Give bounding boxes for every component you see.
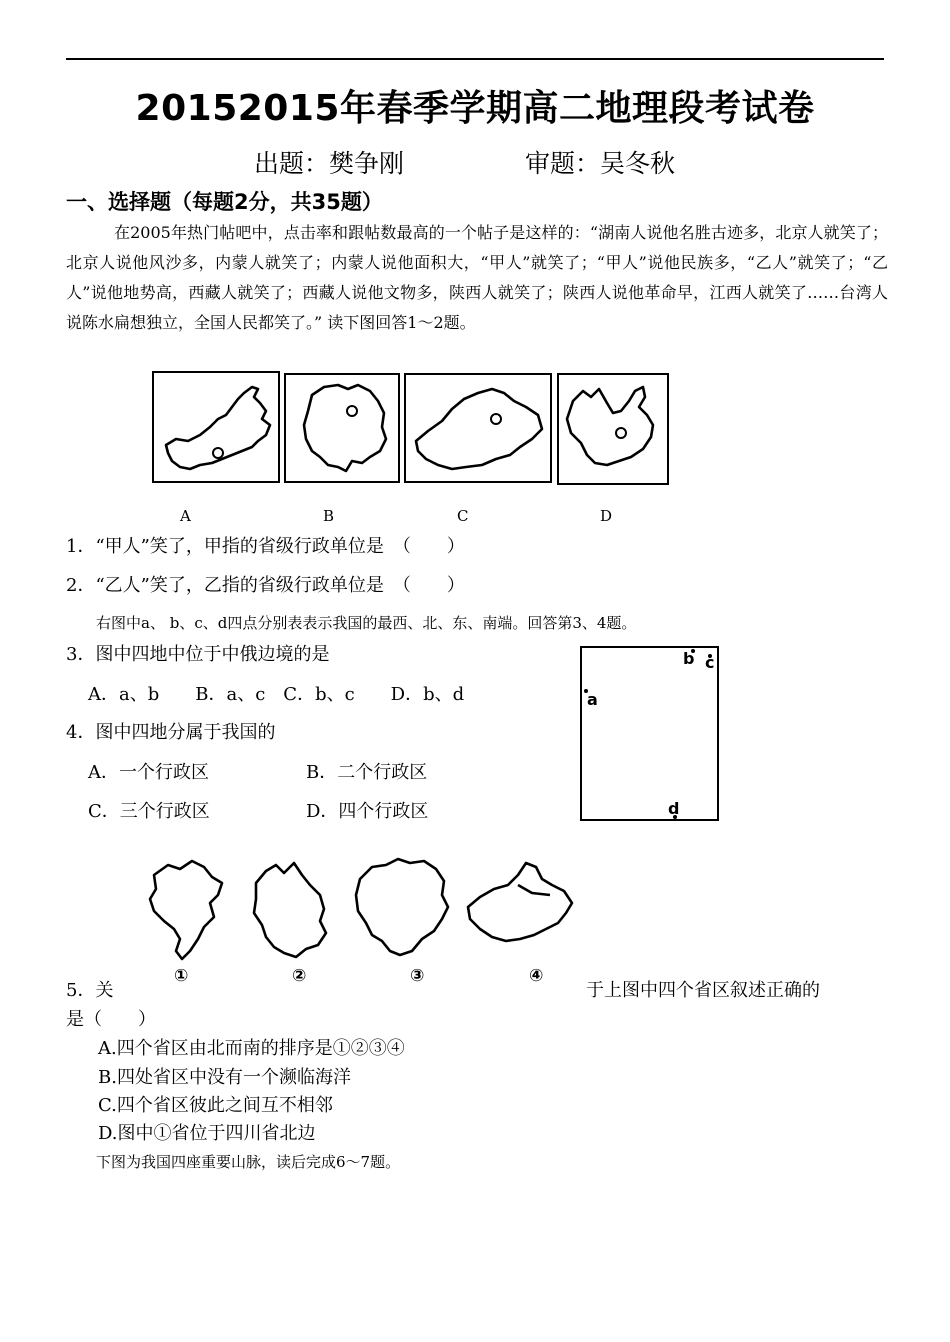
note-questions-3-4: 右图中a、 b、c、d四点分别表表示我国的最西、北、东、南端。回答第3、4题。 (96, 614, 637, 632)
point-c-label: c (705, 653, 715, 672)
page-title: 20152015年春季学期高二地理段考试卷 (135, 88, 815, 129)
province-outline-c (406, 375, 550, 481)
question-3: 3．图中四地中位于中俄边境的是 (66, 644, 330, 665)
header-rule (66, 58, 884, 60)
question-5-cont: 是（ ） (66, 1009, 156, 1030)
extreme-points-frame (579, 645, 721, 823)
province-map-4 (462, 855, 580, 967)
question-3-options: A．a、b B．a、c C．b、c D．b、d (88, 684, 465, 705)
map-d (557, 373, 669, 485)
province-label-1: ① (174, 966, 189, 986)
map-label-a: A (180, 507, 191, 525)
map-c (404, 373, 552, 483)
question-4-option-a: A．一个行政区 (88, 762, 209, 783)
map-label-c: C (457, 507, 469, 525)
reviewer-line: 审题：吴冬秋 (525, 149, 676, 178)
note-questions-6-7: 下图为我国四座重要山脉，读后完成6～7题。 (96, 1153, 401, 1171)
question-2: 2．“乙人”笑了，乙指的省级行政单位是 （ ） (66, 575, 465, 596)
question-5-option-a: A.四个省区由北而南的排序是①②③④ (98, 1038, 405, 1059)
map-label-d: D (600, 507, 613, 525)
point-d-label: d (668, 799, 680, 818)
question-4-option-b: B．二个行政区 (306, 762, 428, 783)
province-map-3 (348, 855, 458, 967)
province-outline-a (154, 373, 278, 481)
question-5-option-d: D.图中①省位于四川省北边 (98, 1123, 316, 1144)
province-label-4: ④ (529, 966, 544, 986)
province-label-2: ② (292, 966, 307, 986)
map-b (284, 373, 400, 483)
question-5-end: 于上图中四个省区叙述正确的 (586, 980, 820, 1001)
question-4-option-d: D．四个行政区 (306, 801, 429, 822)
province-map-1 (140, 855, 240, 967)
province-map-2 (246, 855, 336, 967)
author-line: 出题：樊争刚 (254, 149, 405, 178)
province-outline-1 (140, 855, 240, 967)
map-a (152, 371, 280, 483)
question-1: 1．“甲人”笑了，甲指的省级行政单位是 （ ） (66, 536, 465, 557)
province-outline-2 (246, 855, 336, 967)
question-4-option-c: C．三个行政区 (88, 801, 210, 822)
province-outline-b (286, 375, 398, 481)
point-a-label: a (587, 690, 598, 709)
province-label-3: ③ (410, 966, 425, 986)
province-outline-4 (462, 855, 580, 967)
intro-paragraph: 在2005年热门帖吧中，点击率和跟帖数最高的一个帖子是这样的：“湖南人说他名胜古迹多，北京人就笑了；北京人说他风沙多，内蒙人就笑了；内蒙人说他面积大，“甲人”就笑了；“甲人”说他民族多，“乙人”就笑了；“乙人”说他地势高，西藏人就笑了；西藏人说他文物多，陕西人就笑了；陕西人说他革命早，江西人就笑了……台湾人说陈水扁想独立，全国人民都笑了。” 读下图回答1～2题。 (66, 223, 888, 332)
map-label-b: B (323, 507, 335, 525)
province-outline-d (559, 375, 667, 483)
province-outline-3 (348, 855, 458, 967)
question-5-start: 5．关 (66, 980, 114, 1001)
question-4: 4．图中四地分属于我国的 (66, 722, 276, 743)
question-5-option-b: B.四处省区中没有一个濒临海洋 (98, 1067, 351, 1088)
point-b-label: b (683, 649, 695, 668)
question-5-option-c: C.四个省区彼此之间互不相邻 (98, 1095, 333, 1116)
section-heading: 一、选择题（每题2分，共35题） (66, 190, 383, 214)
extreme-points-figure (579, 645, 721, 823)
